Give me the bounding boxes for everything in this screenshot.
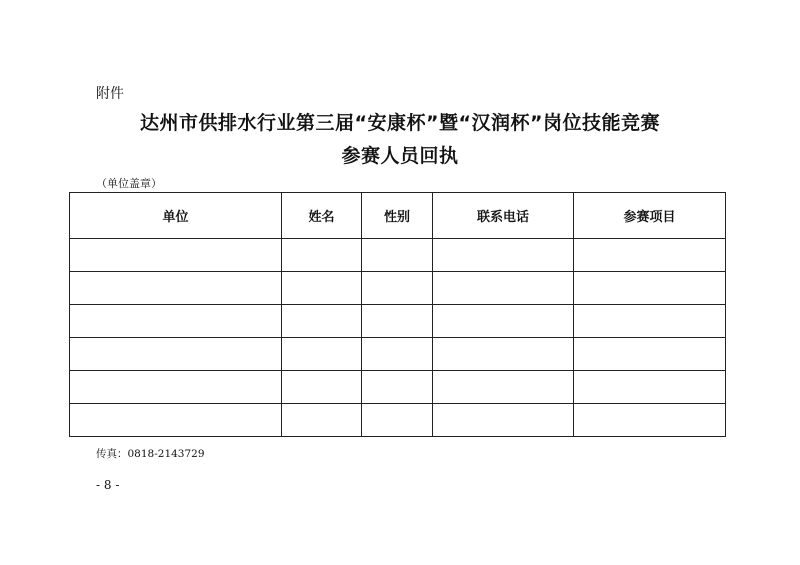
table-row <box>70 404 726 437</box>
table-header-row <box>70 193 726 239</box>
cell-name[interactable] <box>282 305 362 338</box>
cell-gender[interactable] <box>362 305 433 338</box>
cell-gender[interactable] <box>362 272 433 305</box>
document-subtitle: 参赛人员回执 <box>341 145 459 167</box>
cell-gender[interactable] <box>362 239 433 272</box>
cell-phone[interactable] <box>433 272 574 305</box>
cell-event[interactable] <box>574 338 726 371</box>
cell-name[interactable] <box>282 371 362 404</box>
cell-event[interactable] <box>574 371 726 404</box>
cell-phone[interactable] <box>433 404 574 437</box>
registration-table <box>69 192 726 437</box>
cell-name[interactable] <box>282 239 362 272</box>
cell-gender[interactable] <box>362 404 433 437</box>
cell-unit[interactable] <box>70 239 282 272</box>
cell-gender[interactable] <box>362 371 433 404</box>
cell-unit[interactable] <box>70 404 282 437</box>
document-title: 达州市供排水行业第三届“安康杯”暨“汉润杯”岗位技能竞赛 <box>140 112 660 134</box>
page-number: - 8 - <box>96 478 120 492</box>
cell-unit[interactable] <box>70 371 282 404</box>
cell-phone[interactable] <box>433 305 574 338</box>
fax-number: 传真：0818-2143729 <box>96 448 205 460</box>
cell-unit[interactable] <box>70 305 282 338</box>
cell-phone[interactable] <box>433 371 574 404</box>
cell-name[interactable] <box>282 338 362 371</box>
cell-event[interactable] <box>574 404 726 437</box>
table-row <box>70 371 726 404</box>
cell-gender[interactable] <box>362 338 433 371</box>
header-phone: 联系电话 <box>433 193 574 239</box>
table-row <box>70 239 726 272</box>
cell-phone[interactable] <box>433 239 574 272</box>
header-unit: 单位 <box>70 193 282 239</box>
cell-event[interactable] <box>574 305 726 338</box>
cell-event[interactable] <box>574 239 726 272</box>
table-row <box>70 272 726 305</box>
cell-event[interactable] <box>574 272 726 305</box>
stamp-note: （单位盖章） <box>96 177 162 190</box>
header-event: 参赛项目 <box>574 193 726 239</box>
cell-phone[interactable] <box>433 338 574 371</box>
cell-name[interactable] <box>282 272 362 305</box>
header-gender: 性别 <box>362 193 433 239</box>
header-name: 姓名 <box>282 193 362 239</box>
cell-unit[interactable] <box>70 338 282 371</box>
attachment-label: 附件 <box>96 86 124 102</box>
cell-unit[interactable] <box>70 272 282 305</box>
cell-name[interactable] <box>282 404 362 437</box>
table-row <box>70 338 726 371</box>
table-row <box>70 305 726 338</box>
